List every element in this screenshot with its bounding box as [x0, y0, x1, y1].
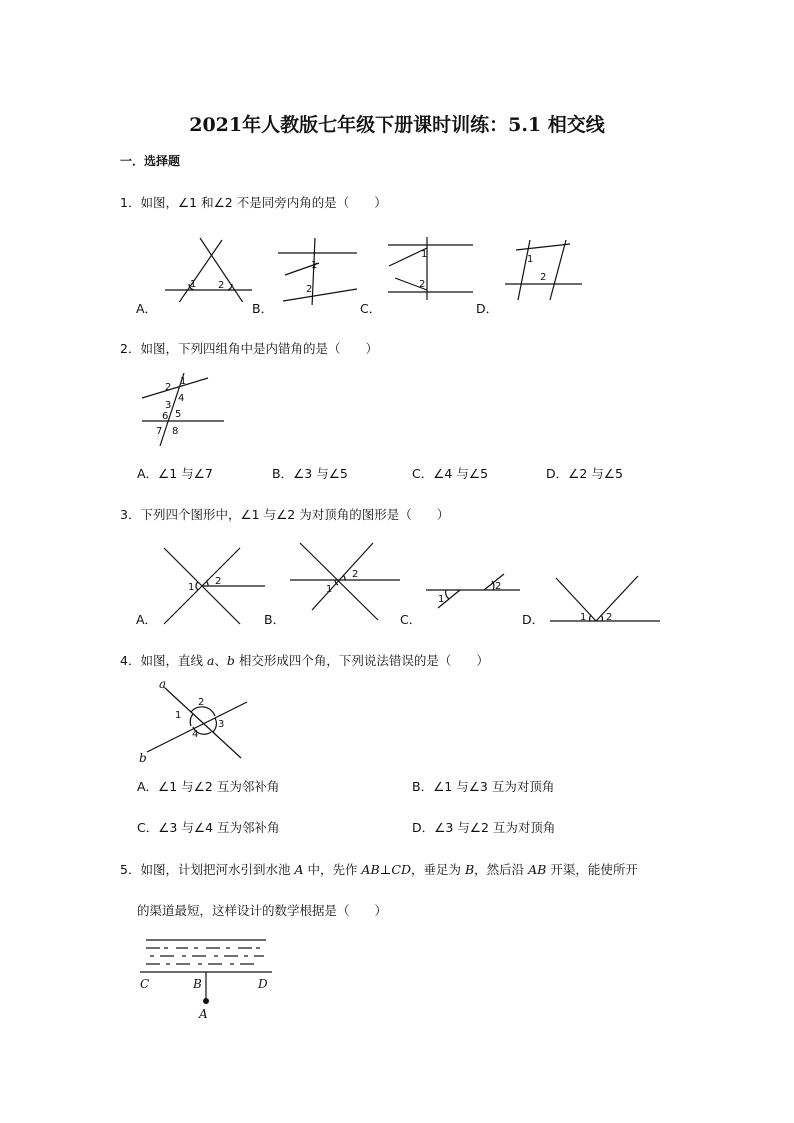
q4-figure [135, 676, 255, 768]
q2-figure [136, 368, 231, 448]
q3-option-a[interactable]: A． [136, 612, 158, 627]
q4-option-a[interactable]: A．∠1 与∠2 互为邻补角 [137, 779, 280, 794]
q3d-label-1: 1 [580, 612, 587, 623]
q4-label-1: 1 [175, 710, 182, 721]
q2-label-6: 6 [162, 411, 169, 422]
q1c-label-1: 1 [421, 249, 428, 260]
q5-label-A: A [199, 1007, 208, 1021]
q2-label-4: 4 [178, 393, 185, 404]
q3-option-c[interactable]: C． [400, 612, 422, 627]
q4-stem-sep: 、 [214, 653, 227, 668]
q3-figure-b [288, 540, 403, 625]
q2-label-3: 3 [165, 400, 172, 411]
q3b-label-2: 2 [352, 569, 359, 580]
q2-option-c[interactable]: C．∠4 与∠5 [412, 466, 489, 481]
question-4-stem [120, 651, 489, 669]
q1-option-b[interactable]: B． [252, 301, 274, 316]
q1-option-a[interactable]: A． [136, 301, 158, 316]
q4-option-c[interactable]: C．∠3 与∠4 互为邻补角 [137, 820, 280, 835]
q1-figure-c [385, 234, 480, 304]
q4-label-b: b [139, 751, 147, 765]
q4-label-3: 3 [218, 719, 225, 730]
q3-figure-a [160, 544, 270, 629]
q4-label-2: 2 [198, 697, 205, 708]
q5-label-C: C [140, 977, 150, 991]
q3a-label-2: 2 [215, 576, 222, 587]
q3-option-d[interactable]: D． [522, 612, 545, 627]
q3-figure-d [548, 574, 663, 626]
q1a-label-2: 2 [218, 280, 225, 291]
q5-text-e: 开渠，能使所开 [546, 862, 638, 877]
q5-var-perp: AB⊥CD [361, 862, 411, 877]
question-5-stem-line-1 [120, 860, 638, 878]
q3-option-b[interactable]: B． [264, 612, 286, 627]
q1b-label-1: 1 [311, 260, 318, 271]
q1a-label-1: 1 [190, 279, 197, 290]
q3c-label-1: 1 [438, 594, 445, 605]
q1d-label-1: 1 [527, 254, 534, 265]
q2-label-7: 7 [156, 426, 163, 437]
q2-label-1: 1 [180, 376, 187, 387]
q4-label-4: 4 [192, 729, 199, 740]
q2-option-a[interactable]: A．∠1 与∠7 [137, 466, 213, 481]
q1c-label-2: 2 [419, 279, 426, 290]
q5-text-b: 中，先作 [303, 862, 362, 877]
q5-var-AB: AB [528, 862, 547, 877]
page-title: 2021年人教版七年级下册课时训练：5.1 相交线 [189, 114, 605, 136]
q5-var-A: A [294, 862, 304, 877]
q3d-label-2: 2 [606, 612, 613, 623]
q1d-label-2: 2 [540, 272, 547, 283]
q4-var-b: b [226, 653, 235, 668]
q3a-label-1: 1 [188, 582, 195, 593]
q5-figure [136, 934, 281, 1024]
q5-text-a: 5．如图，计划把河水引到水池 [120, 862, 295, 877]
q4-stem-prefix: 4．如图，直线 [120, 653, 207, 668]
q4-label-a: a [159, 677, 167, 691]
q3b-label-1: 1 [326, 584, 333, 595]
q2-label-2: 2 [165, 382, 172, 393]
q2-label-8: 8 [172, 426, 179, 437]
q1b-label-2: 2 [306, 284, 313, 295]
q5-var-B: B [464, 862, 475, 877]
q4-option-d[interactable]: D．∠3 与∠2 互为对顶角 [412, 820, 556, 835]
q4-stem-suffix: 相交形成四个角，下列说法错误的是（ ） [234, 653, 489, 668]
q5-label-B: B [193, 977, 202, 991]
question-1-stem: 1．如图，∠1 和∠2 不是同旁内角的是（ ） [120, 195, 387, 210]
q2-option-b[interactable]: B．∠3 与∠5 [272, 466, 348, 481]
q4-option-b[interactable]: B．∠1 与∠3 互为对顶角 [412, 779, 555, 794]
q2-option-d[interactable]: D．∠2 与∠5 [546, 466, 623, 481]
q1-figure-a [160, 232, 260, 302]
question-2-stem: 2．如图，下列四组角中是内错角的是（ ） [120, 341, 378, 356]
q5-text-d: ，然后沿 [474, 862, 529, 877]
q1-figure-d [502, 236, 587, 306]
q1-figure-b [275, 235, 365, 305]
q4-var-a: a [206, 653, 215, 668]
q5-text-c: ，垂足为 [410, 862, 465, 877]
q5-label-D: D [258, 977, 268, 991]
q3c-label-2: 2 [495, 581, 502, 592]
q2-label-5: 5 [175, 409, 182, 420]
q1-option-c[interactable]: C． [360, 301, 382, 316]
q3-figure-c [424, 572, 524, 612]
question-3-stem: 3．下列四个图形中，∠1 与∠2 为对顶角的图形是（ ） [120, 507, 450, 522]
q1-option-d[interactable]: D． [476, 301, 499, 316]
question-5-stem-line-2: 的渠道最短，这样设计的数学根据是（ ） [137, 903, 388, 918]
section-heading: 一．选择题 [120, 154, 181, 168]
